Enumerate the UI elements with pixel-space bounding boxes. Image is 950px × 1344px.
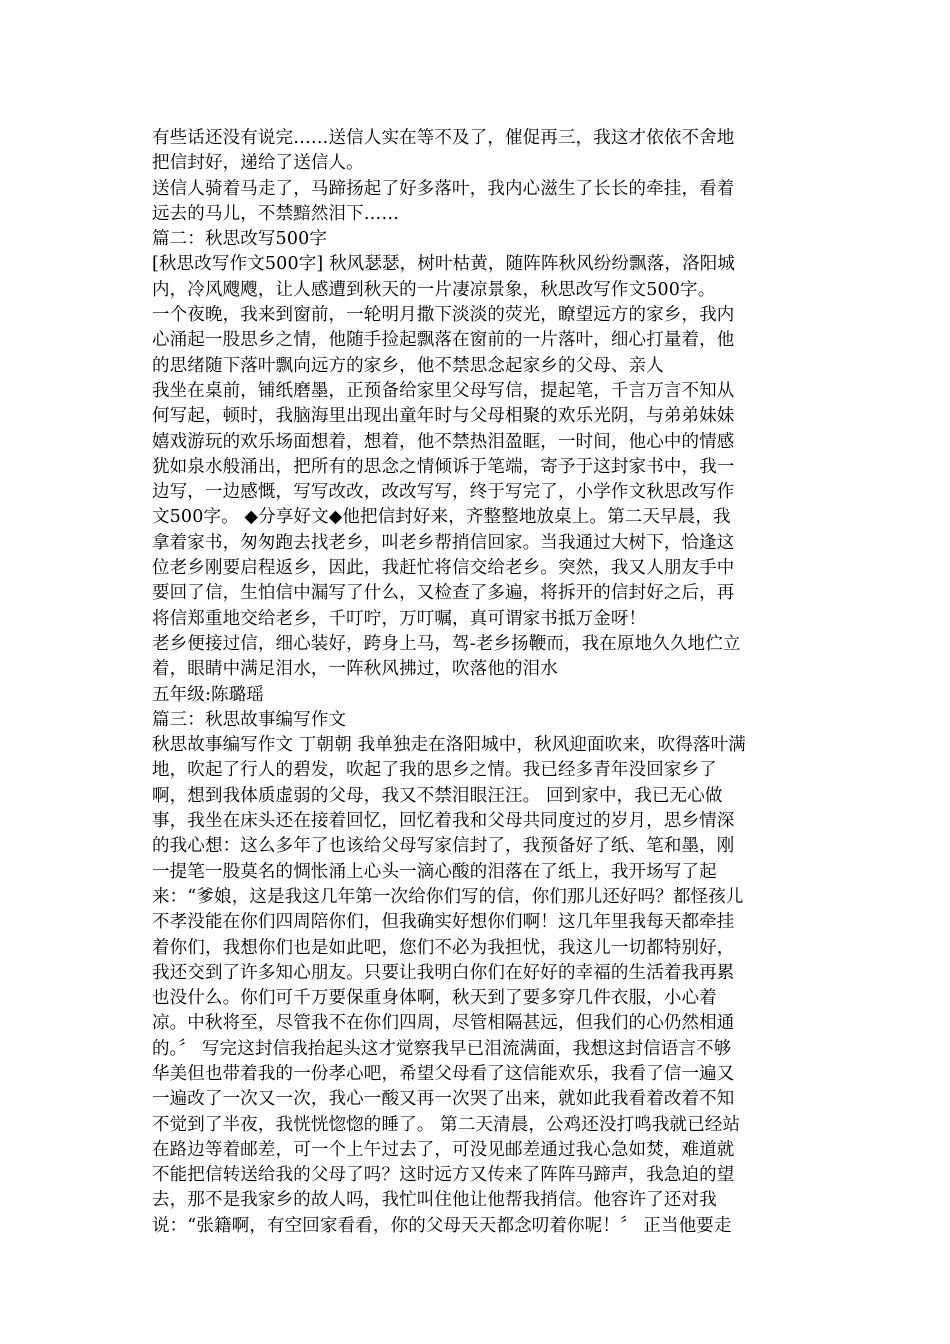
- text-line: 要回了信，生怕信中漏写了什么，又检查了多遍，将拆开的信封好之后，再: [152, 583, 735, 604]
- text-line: 位老乡刚要启程返乡，因此，我赶忙将信交给老乡。突然，我又人朋友手中: [152, 558, 735, 579]
- text-line: 心涌起一股思乡之情，他随手捡起飘落在窗前的一片落叶，细心打量着，他: [152, 330, 735, 351]
- text-line: 一遍改了一次又一次，我心一酸又再一次哭了出来，就如此我看着改着不知: [152, 1089, 735, 1110]
- text-line: 秋思故事编写作文 丁朝朝 我单独走在洛阳城中，秋风迎面吹来，吹得落叶满: [152, 735, 746, 756]
- text-line: 不能把信转送给我的父母了吗？这时远方又传来了阵阵马蹄声，我急迫的望: [152, 1165, 735, 1186]
- author-line: 五年级:陈璐瑶: [152, 684, 264, 705]
- text-line: 也没什么。你们可千万要保重身体啊，秋天到了要多穿几件衣服，小心着: [152, 988, 717, 1009]
- text-line: 着你们，我想你们也是如此吧，您们不必为我担忧，我这儿一切都特别好，: [152, 937, 735, 958]
- text-line: 嬉戏游玩的欢乐场面想着，想着，他不禁热泪盈眶，一时间，他心中的情感: [152, 431, 735, 452]
- text-line: 的我心想：这么多年了也该给父母写家信封了，我预备好了纸、笔和墨，刚: [152, 836, 735, 857]
- document-body: [152, 126, 792, 1239]
- text-line: 说：“张籍啊，有空回家看看，你的父母天天都念叨着你呢！〞 正当他要走: [152, 1215, 732, 1236]
- text-line: 我还交到了许多知心朋友。只要让我明白你们在好好的幸福的生活着我再累: [152, 962, 735, 983]
- text-line: 我坐在桌前，铺纸磨墨，正预备给家里父母写信，提起笔，千言万言不知从: [152, 380, 735, 401]
- text-line: 一个夜晚，我来到窗前，一轮明月撒下淡淡的荧光，瞭望远方的家乡，我内: [152, 305, 735, 326]
- text-line: 啊，想到我体质虚弱的父母，我又不禁泪眼汪汪。 回到家中，我已无心做: [152, 785, 723, 806]
- text-line: 文500字。 ◆分享好文◆他把信封好来，齐整整地放桌上。第二天早晨，我: [152, 507, 731, 528]
- text-line: 的思绪随下落叶飘向远方的家乡，他不禁思念起家乡的父母、亲人: [152, 355, 664, 376]
- text-line: 远去的马儿，不禁黯然泪下……: [152, 203, 400, 224]
- text-line: 内，冷风飕飕，让人感遭到秋天的一片凄凉景象，秋思改写作文500字。: [152, 279, 716, 300]
- text-line: 不觉到了半夜，我恍恍惚惚的睡了。 第二天清晨，公鸡还没打鸣我就已经站: [152, 1114, 741, 1135]
- text-line: 着，眼睛中满足泪水，一阵秋风拂过，吹落他的泪水: [152, 659, 558, 680]
- text-line: 边写，一边感慨，写写改改，改改写写，终于写完了，小学作文秋思改写作: [152, 482, 735, 503]
- text-line: 地，吹起了行人的碧发，吹起了我的思乡之情。我已经多青年没回家乡了: [152, 760, 717, 781]
- text-line: 一提笔一股莫名的惆怅涌上心头一滴心酸的泪落在了纸上，我开场写了起: [152, 861, 717, 882]
- text-line: 把信封好，递给了送信人。: [152, 153, 364, 174]
- text-line: 何写起，顿时，我脑海里出现出童年时与父母相聚的欢乐光阴，与弟弟妹妹: [152, 406, 735, 427]
- text-line: 事，我坐在床头还在接着回忆，回忆着我和父母共同度过的岁月，思乡情深: [152, 811, 735, 832]
- text-line: 去，那不是我家乡的故人吗，我忙叫住他让他帮我捎信。他容许了还对我: [152, 1190, 717, 1211]
- text-line: 华美但也带着我的一份孝心吧，希望父母看了这信能欢乐，我看了信一遍又: [152, 1063, 735, 1084]
- text-line: 送信人骑着马走了，马蹄扬起了好多落叶，我内心滋生了长长的牵挂，看着: [152, 178, 735, 199]
- text-line: [秋思改写作文500字] 秋风瑟瑟，树叶枯黄，随阵阵秋风纷纷飘落，洛阳城: [152, 254, 736, 275]
- text-line: 在路边等着邮差，可一个上午过去了，可没见邮差通过我心急如焚，难道就: [152, 1139, 735, 1160]
- text-line: 拿着家书，匆匆跑去找老乡，叫老乡帮捎信回家。当我通过大树下，恰逢这: [152, 532, 735, 553]
- text-line: 不孝没能在你们四周陪你们，但我确实好想你们啊！这几年里我每天都牵挂: [152, 912, 735, 933]
- text-line: 来：“爹娘，这是我这几年第一次给你们写的信，你们那儿还好吗？都怪孩儿: [152, 886, 744, 907]
- text-line: 的。〞 写完这封信我抬起头这才觉察我早已泪流满面，我想这封信语言不够: [152, 1038, 732, 1059]
- text-line: 将信郑重地交给老乡，千叮咛，万叮嘱，真可谓家书抵万金呀！: [152, 608, 647, 629]
- text-line: 犹如泉水般涌出，把所有的思念之情倾诉于笔端，寄予于这封家书中，我一: [152, 456, 735, 477]
- text-line: 有些话还没有说完……送信人实在等不及了，催促再三，我这才依依不舍地: [152, 128, 735, 148]
- text-line: 凉。中秋将至，尽管我不在你们四周，尽管相隔甚远，但我们的心仍然相通: [152, 1013, 735, 1034]
- section-heading-2: 篇二：秋思改写500字: [152, 229, 328, 250]
- text-line: 老乡便接过信，细心装好，跨身上马，驾-老乡扬鞭而，我在原地久久地伫立: [152, 633, 741, 654]
- section-heading-3: 篇三：秋思故事编写作文: [152, 709, 347, 730]
